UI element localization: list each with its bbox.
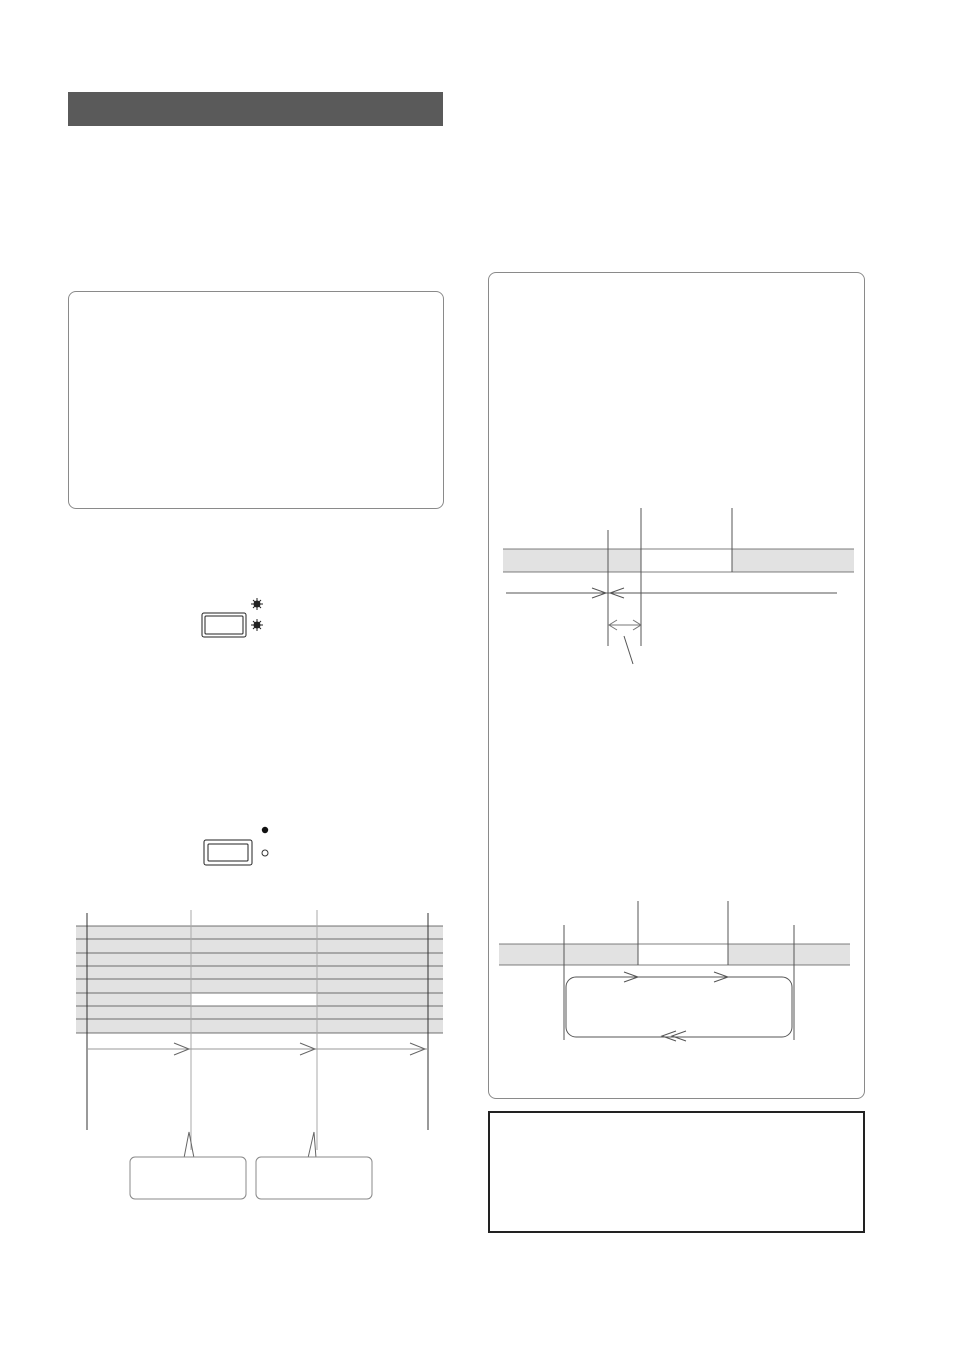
auto-return-diagram	[499, 901, 850, 1041]
rehearsal-led-flash-icon	[251, 598, 263, 610]
preroll-diagram	[503, 508, 854, 664]
take-led-off-icon	[262, 850, 268, 856]
rehearsal-track-diagram	[76, 910, 443, 1199]
rehearsal-led-on-icon	[262, 827, 268, 833]
auto-punch-key-icon	[202, 613, 246, 637]
rehearsal-key-icon	[204, 840, 252, 865]
take-led-flash-icon	[251, 619, 263, 631]
